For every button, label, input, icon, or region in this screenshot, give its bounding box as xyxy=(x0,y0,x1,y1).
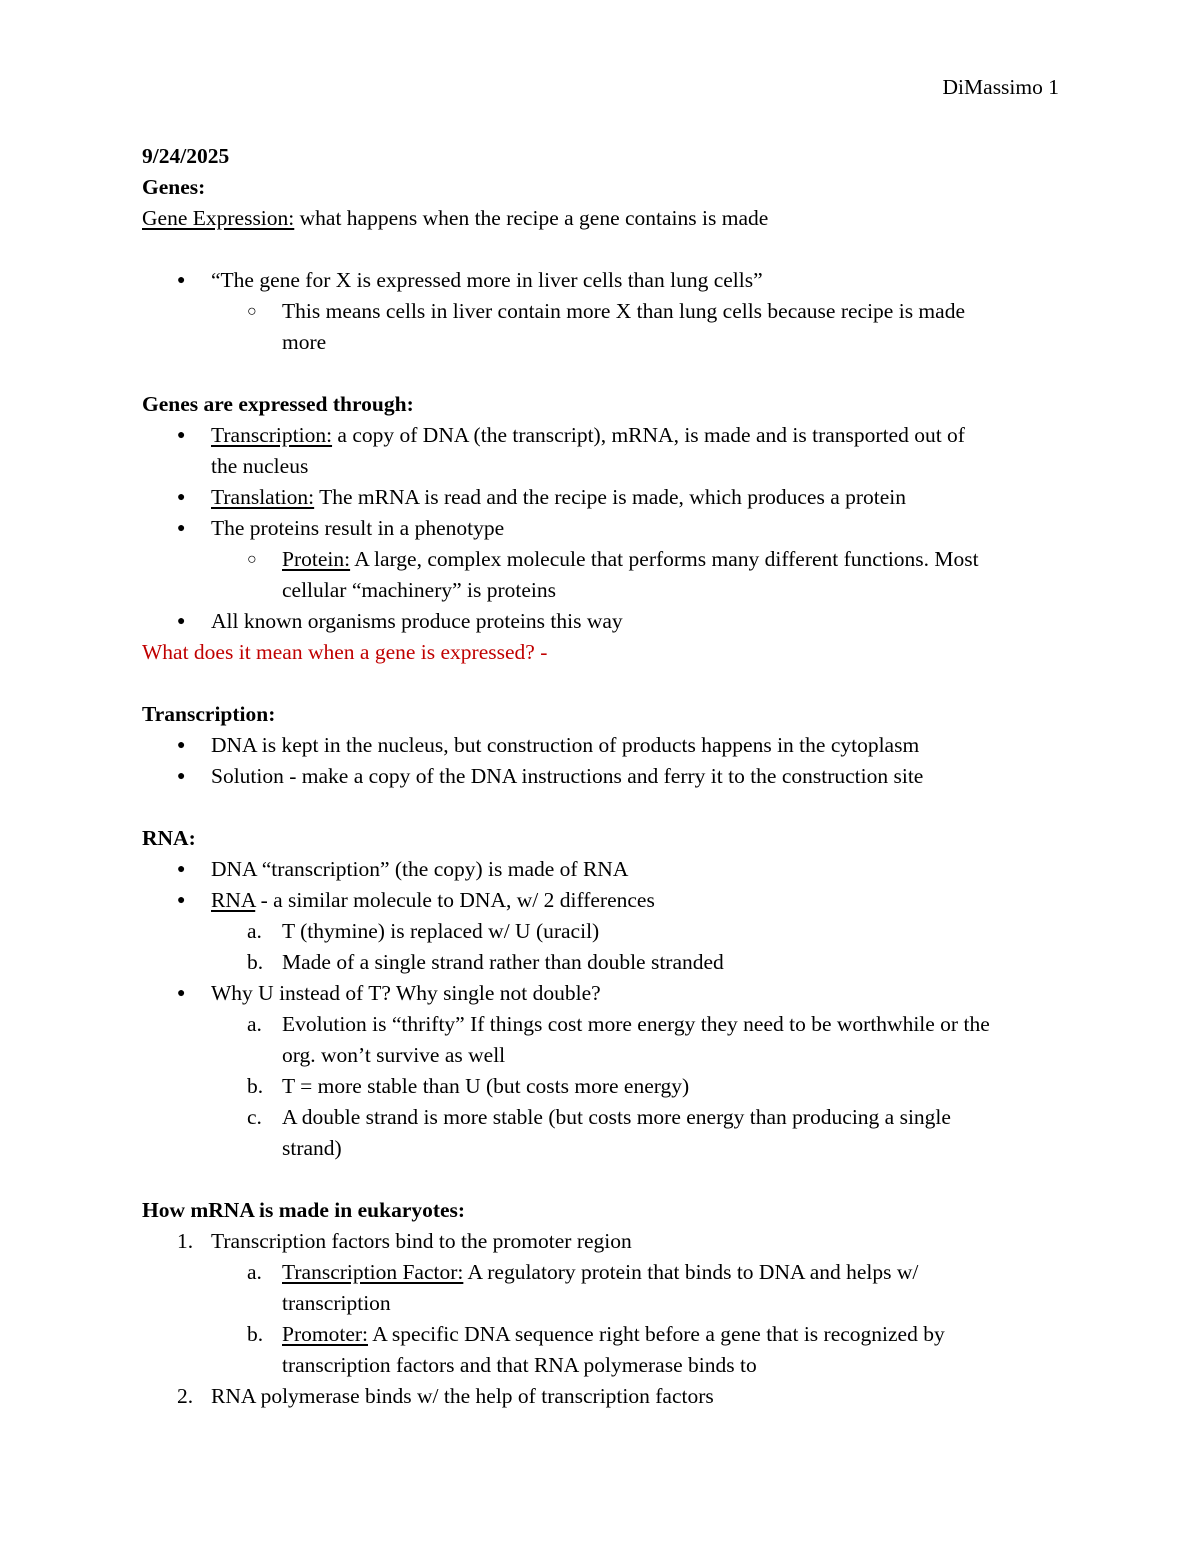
bullet-dot-icon: ● xyxy=(177,428,186,443)
list-item xyxy=(142,1102,1062,1133)
list-item-text: A regulatory protein that binds to DNA and helps w/ xyxy=(463,1260,919,1284)
term-promoter: Promoter: xyxy=(282,1322,368,1346)
list-item-continuation: transcription xyxy=(282,1291,391,1315)
list-item xyxy=(142,761,1062,792)
list-item-text: a copy of DNA (the transcript), mRNA, is made and is transported out of xyxy=(332,423,965,447)
list-item xyxy=(142,420,1062,451)
term-rna: RNA xyxy=(211,888,256,912)
blank-line xyxy=(142,234,1062,265)
bullet-dot-icon: ● xyxy=(177,738,186,753)
bullet-dot-icon: ● xyxy=(177,490,186,505)
blank-line xyxy=(142,668,1062,699)
list-item-text: DNA is kept in the nucleus, but construction of products happens in the cytoplasm xyxy=(211,733,920,757)
page-header: DiMassimo 1 xyxy=(942,75,1059,99)
blank-line xyxy=(142,358,1062,389)
date-line: 9/24/2025 xyxy=(142,144,230,168)
term-translation: Translation: xyxy=(211,485,315,509)
bullet-circle-icon: ○ xyxy=(247,551,257,568)
list-item xyxy=(142,730,1062,761)
bullet-dot-icon: ● xyxy=(177,893,186,908)
list-item-text: Evolution is “thrifty” If things cost more energy they need to be worthwhile or the xyxy=(282,1012,990,1036)
bullet-dot-icon: ● xyxy=(177,273,186,288)
document-body xyxy=(142,141,1062,1412)
bullet-circle-icon: ○ xyxy=(247,303,257,320)
term-gene-expression: Gene Expression: xyxy=(142,206,295,230)
transcription-heading: Transcription: xyxy=(142,702,276,726)
list-item xyxy=(142,1226,1062,1257)
term-transcription: Transcription: xyxy=(211,423,333,447)
list-item-text: A double strand is more stable (but costs more energy than producing a single xyxy=(282,1105,951,1129)
list-item-text: “The gene for X is expressed more in liver cells than lung cells” xyxy=(211,268,763,292)
list-item-text: Why U instead of T? Why single not double? xyxy=(211,981,601,1005)
list-marker-a: a. xyxy=(247,1260,262,1284)
list-item xyxy=(142,296,1062,327)
list-item xyxy=(142,482,1062,513)
list-marker-b: b. xyxy=(247,950,264,974)
list-item xyxy=(142,544,1062,575)
list-item-text: T = more stable than U (but costs more energy) xyxy=(282,1074,690,1098)
bullet-dot-icon: ● xyxy=(177,769,186,784)
genes-heading: Genes: xyxy=(142,175,206,199)
list-item xyxy=(142,854,1062,885)
list-marker-a: a. xyxy=(247,919,262,943)
mrna-heading: How mRNA is made in eukaryotes: xyxy=(142,1198,466,1222)
list-item xyxy=(142,1381,1062,1412)
list-item xyxy=(142,513,1062,544)
list-item xyxy=(142,1257,1062,1288)
question-line: What does it mean when a gene is expressed? - xyxy=(142,640,548,664)
list-item xyxy=(142,978,1062,1009)
list-item-continuation: transcription factors and that RNA polymerase binds to xyxy=(282,1353,757,1377)
definition-text: what happens when the recipe a gene contains is made xyxy=(294,206,769,230)
list-item-text: The proteins result in a phenotype xyxy=(211,516,505,540)
list-item-text: RNA polymerase binds w/ the help of transcription factors xyxy=(211,1384,714,1408)
list-item xyxy=(142,947,1062,978)
list-marker-1: 1. xyxy=(177,1229,194,1253)
list-item xyxy=(142,1071,1062,1102)
list-item-text: Transcription factors bind to the promoter region xyxy=(211,1229,632,1253)
list-item-continuation: cellular “machinery” is proteins xyxy=(282,578,557,602)
bullet-dot-icon: ● xyxy=(177,614,186,629)
bullet-dot-icon: ● xyxy=(177,862,186,877)
list-item-text: The mRNA is read and the recipe is made, which produces a protein xyxy=(314,485,907,509)
bullet-dot-icon: ● xyxy=(177,521,186,536)
list-item-text: Made of a single strand rather than double stranded xyxy=(282,950,724,974)
blank-line xyxy=(142,792,1062,823)
list-item-continuation: more xyxy=(282,330,327,354)
rna-heading: RNA: xyxy=(142,826,196,850)
list-item xyxy=(142,265,1062,296)
list-item-text: A specific DNA sequence right before a gene that is recognized by xyxy=(368,1322,945,1346)
list-item-continuation: the nucleus xyxy=(211,454,309,478)
list-marker-c: c. xyxy=(247,1105,262,1129)
list-item-text: This means cells in liver contain more X than lung cells because recipe is made xyxy=(282,299,965,323)
list-item-continuation: strand) xyxy=(282,1136,342,1160)
list-marker-b: b. xyxy=(247,1322,264,1346)
term-transcription-factor: Transcription Factor: xyxy=(282,1260,464,1284)
list-item xyxy=(142,885,1062,916)
list-item-continuation: org. won’t survive as well xyxy=(282,1043,506,1067)
list-item-text: Solution - make a copy of the DNA instructions and ferry it to the construction site xyxy=(211,764,924,788)
list-marker-2: 2. xyxy=(177,1384,194,1408)
list-item xyxy=(142,916,1062,947)
list-item-text: A large, complex molecule that performs many different functions. Most xyxy=(350,547,979,571)
list-item-text: DNA “transcription” (the copy) is made of RNA xyxy=(211,857,629,881)
bullet-dot-icon: ● xyxy=(177,986,186,1001)
list-item-text: All known organisms produce proteins this way xyxy=(211,609,623,633)
list-item xyxy=(142,1319,1062,1350)
list-marker-b: b. xyxy=(247,1074,264,1098)
term-protein: Protein: xyxy=(282,547,351,571)
list-item-text: T (thymine) is replaced w/ U (uracil) xyxy=(282,919,600,943)
gene-expression-definition xyxy=(142,203,1062,234)
list-item-text: - a similar molecule to DNA, w/ 2 differences xyxy=(255,888,655,912)
expressed-heading: Genes are expressed through: xyxy=(142,392,414,416)
list-item xyxy=(142,606,1062,637)
list-marker-a: a. xyxy=(247,1012,262,1036)
blank-line xyxy=(142,1164,1062,1195)
list-item xyxy=(142,1009,1062,1040)
